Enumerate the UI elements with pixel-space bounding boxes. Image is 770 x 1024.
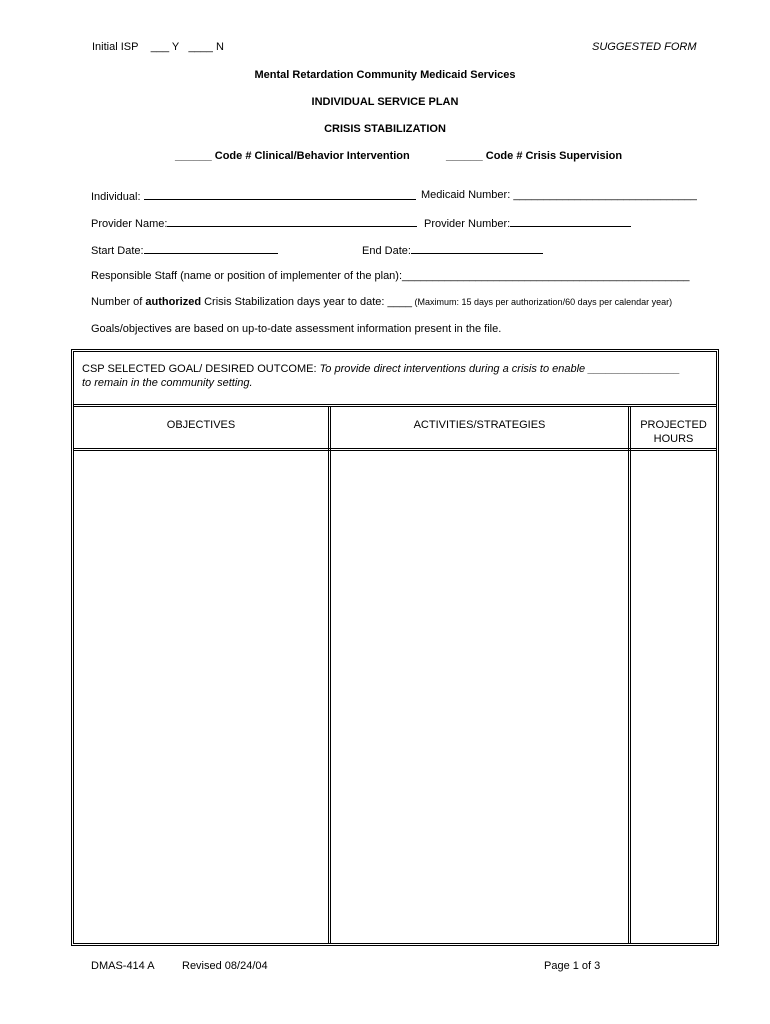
goals-note: Goals/objectives are based on up-to-date assessment information present in the file. xyxy=(91,323,502,335)
footer-page: Page 1 of 3 xyxy=(544,960,601,972)
provider-number-row xyxy=(424,216,631,230)
goal-text xyxy=(82,362,680,390)
header-hours xyxy=(631,407,716,451)
title-plan: INDIVIDUAL SERVICE PLAN xyxy=(311,96,459,108)
title-agency: Mental Retardation Community Medicaid Services xyxy=(254,69,516,81)
responsible-staff[interactable]: Responsible Staff (name or position of implementer of the plan):_______________________________________________ xyxy=(91,270,690,282)
objectives-cell[interactable] xyxy=(74,451,328,943)
activities-cell[interactable] xyxy=(331,451,628,943)
authorized-days-row xyxy=(91,296,672,308)
header-objectives xyxy=(74,407,328,451)
header-objectives-label: OBJECTIVES xyxy=(166,419,236,431)
goal-text-2: to remain in the community setting. xyxy=(82,377,253,389)
initial-isp-no[interactable]: ____ N xyxy=(188,41,224,53)
authorized-note: (Maximum: 15 days per authorization/60 days per calendar year) xyxy=(412,297,673,307)
initial-isp-label: Initial ISP xyxy=(92,41,139,53)
authorized-pre: Number of xyxy=(91,296,146,308)
start-date-row xyxy=(91,243,278,257)
individual-row xyxy=(91,189,416,203)
end-date-label: End Date: xyxy=(362,245,411,257)
authorized-bold: authorized xyxy=(145,296,202,308)
suggested-form-label: SUGGESTED FORM xyxy=(592,41,697,53)
provider-number-label: Provider Number: xyxy=(424,218,511,230)
start-date-field[interactable] xyxy=(144,243,278,254)
footer-form-number: DMAS-414 A xyxy=(91,960,155,972)
service-plan-table xyxy=(71,349,719,946)
footer-revised: Revised 08/24/04 xyxy=(182,960,268,972)
code-clinical: ______ Code # Clinical/Behavior Intervention xyxy=(175,150,410,162)
authorized-post[interactable]: Crisis Stabilization days year to date: ____ xyxy=(201,296,412,308)
provider-name-label: Provider Name: xyxy=(91,218,168,230)
hours-cell[interactable] xyxy=(631,451,716,943)
initial-isp-yes[interactable]: ___ Y xyxy=(150,41,180,53)
initial-isp-line xyxy=(92,41,224,53)
medicaid-number-label: Medicaid Number: ______________________________ xyxy=(421,189,697,201)
provider-name-row xyxy=(91,216,417,230)
title-crisis: CRISIS STABILIZATION xyxy=(324,123,446,135)
individual-field[interactable] xyxy=(144,189,416,200)
start-date-label: Start Date: xyxy=(91,245,144,257)
goal-box xyxy=(74,352,716,407)
individual-label: Individual: xyxy=(91,191,141,203)
provider-name-field[interactable] xyxy=(167,216,417,227)
code-supervision: ______ Code # Crisis Supervision xyxy=(446,150,623,162)
header-activities xyxy=(331,407,628,451)
goal-label: CSP SELECTED GOAL/ DESIRED OUTCOME: xyxy=(82,363,320,375)
end-date-row xyxy=(362,243,543,257)
provider-number-field[interactable] xyxy=(510,216,631,227)
header-activities-label: ACTIVITIES/STRATEGIES xyxy=(413,419,546,431)
header-hours-line1: PROJECTED xyxy=(640,419,707,431)
end-date-field[interactable] xyxy=(411,243,543,254)
header-hours-line2: HOURS xyxy=(653,433,694,445)
goal-text-1[interactable]: To provide direct interventions during a crisis to enable _______________ xyxy=(319,363,680,375)
header-hours-label xyxy=(631,418,716,446)
